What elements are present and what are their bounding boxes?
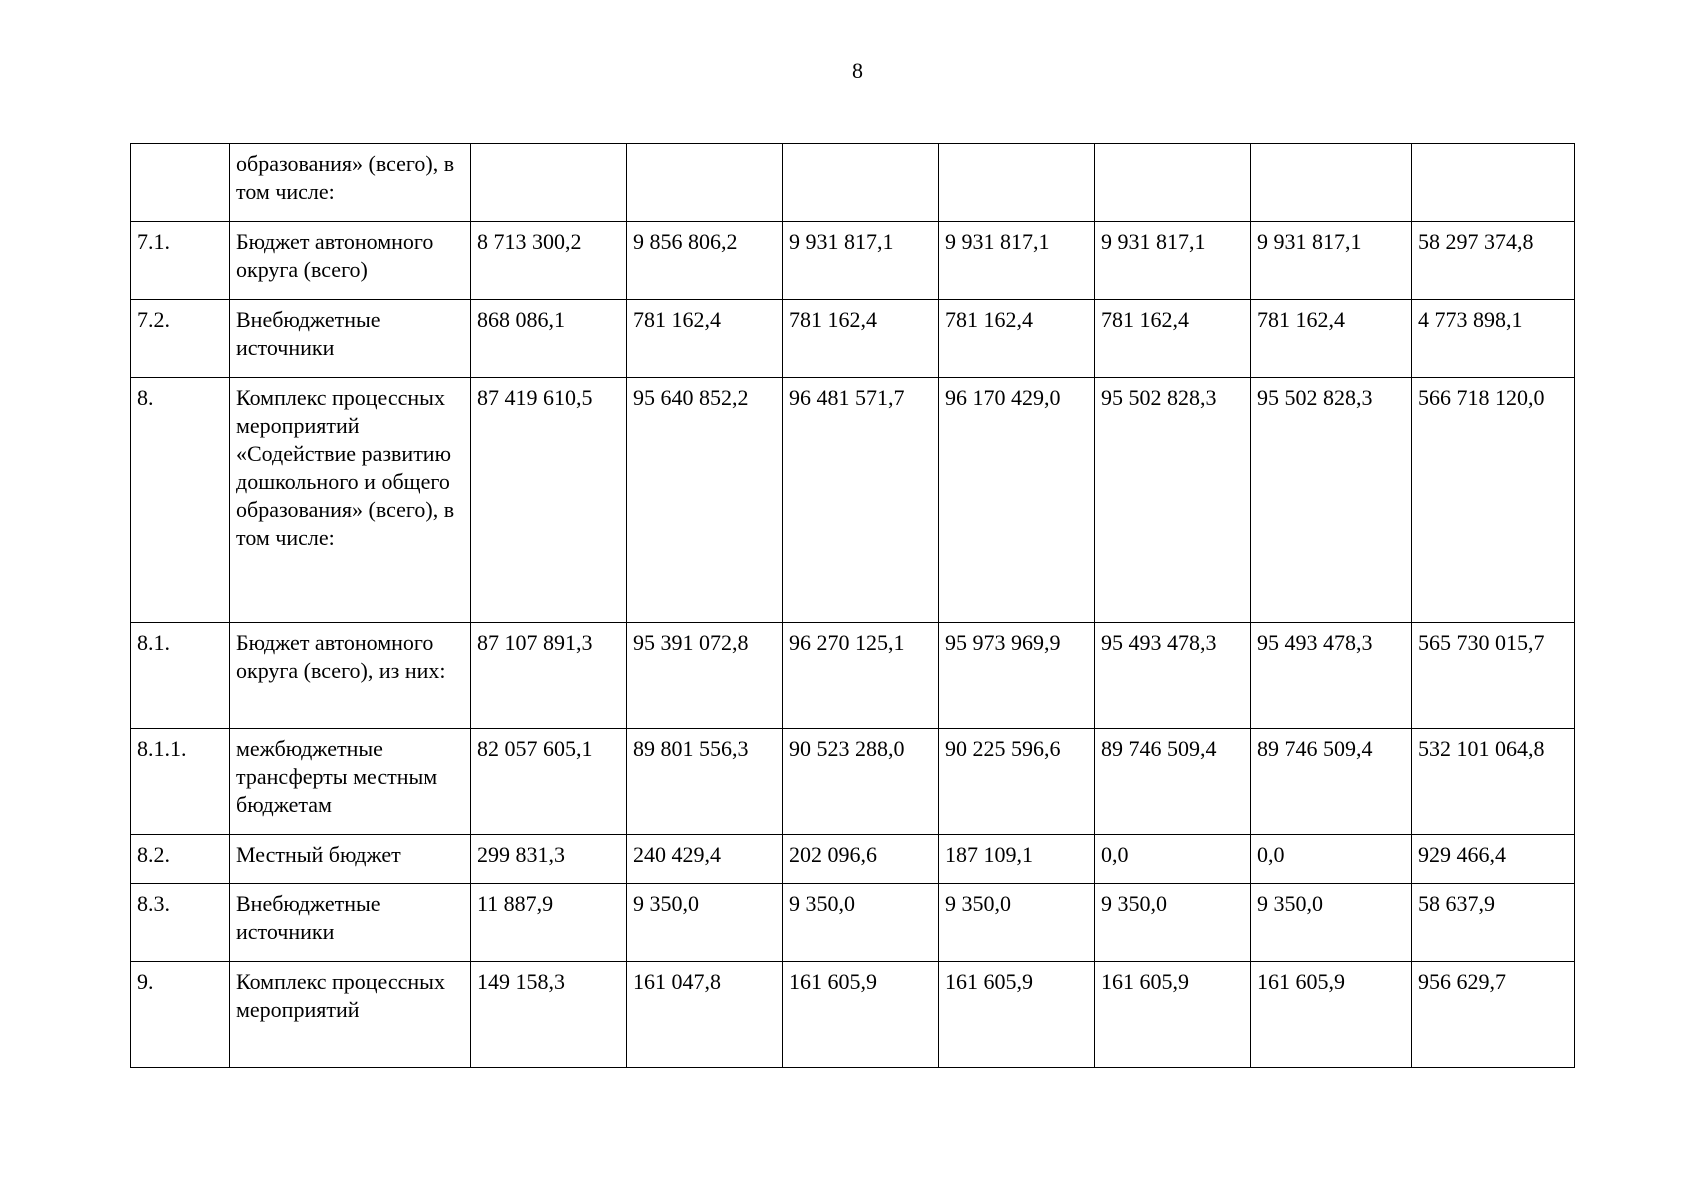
table-row xyxy=(131,378,1575,623)
value-cell: 9 931 817,1 xyxy=(1095,222,1251,300)
budget-table xyxy=(130,143,1575,1068)
value-cell: 11 887,9 xyxy=(471,884,627,962)
row-number-cell: 7.1. xyxy=(131,222,230,300)
value-cell: 9 856 806,2 xyxy=(627,222,783,300)
value-cell: 87 419 610,5 xyxy=(471,378,627,623)
table-row xyxy=(131,144,1575,222)
row-name-cell: образования» (всего), в том числе: xyxy=(230,144,471,222)
row-name-cell: Внебюджетные источники xyxy=(230,300,471,378)
value-cell: 9 350,0 xyxy=(939,884,1095,962)
table-row xyxy=(131,300,1575,378)
table-row xyxy=(131,962,1575,1068)
value-cell xyxy=(471,144,627,222)
table-body xyxy=(131,144,1575,1068)
value-cell: 95 493 478,3 xyxy=(1095,623,1251,729)
row-number-cell: 7.2. xyxy=(131,300,230,378)
value-cell: 240 429,4 xyxy=(627,835,783,884)
value-cell: 9 931 817,1 xyxy=(939,222,1095,300)
value-cell: 161 605,9 xyxy=(1251,962,1412,1068)
value-cell: 89 746 509,4 xyxy=(1095,729,1251,835)
value-cell: 929 466,4 xyxy=(1412,835,1575,884)
value-cell: 9 350,0 xyxy=(1251,884,1412,962)
value-cell: 95 391 072,8 xyxy=(627,623,783,729)
value-cell: 95 502 828,3 xyxy=(1095,378,1251,623)
value-cell: 95 502 828,3 xyxy=(1251,378,1412,623)
value-cell: 95 493 478,3 xyxy=(1251,623,1412,729)
table-row xyxy=(131,884,1575,962)
row-number-cell: 9. xyxy=(131,962,230,1068)
value-cell: 781 162,4 xyxy=(1095,300,1251,378)
row-name-cell: Бюджет автономного округа (всего), из них: xyxy=(230,623,471,729)
value-cell: 781 162,4 xyxy=(939,300,1095,378)
value-cell xyxy=(939,144,1095,222)
value-cell: 96 481 571,7 xyxy=(783,378,939,623)
value-cell: 532 101 064,8 xyxy=(1412,729,1575,835)
value-cell: 187 109,1 xyxy=(939,835,1095,884)
value-cell: 161 605,9 xyxy=(1095,962,1251,1068)
value-cell xyxy=(1412,144,1575,222)
value-cell: 96 170 429,0 xyxy=(939,378,1095,623)
value-cell xyxy=(783,144,939,222)
row-name-cell: Внебюджетные источники xyxy=(230,884,471,962)
value-cell: 161 605,9 xyxy=(939,962,1095,1068)
value-cell: 956 629,7 xyxy=(1412,962,1575,1068)
value-cell xyxy=(627,144,783,222)
row-name-cell: Бюджет автономного округа (всего) xyxy=(230,222,471,300)
value-cell: 90 523 288,0 xyxy=(783,729,939,835)
table-row xyxy=(131,835,1575,884)
table-row xyxy=(131,222,1575,300)
row-number-cell: 8.2. xyxy=(131,835,230,884)
value-cell: 202 096,6 xyxy=(783,835,939,884)
value-cell: 95 640 852,2 xyxy=(627,378,783,623)
page-number: 8 xyxy=(852,58,863,83)
row-number-cell: 8. xyxy=(131,378,230,623)
row-name-cell: межбюджетные трансферты местным бюджетам xyxy=(230,729,471,835)
value-cell: 9 350,0 xyxy=(1095,884,1251,962)
row-name-cell: Комплекс процессных мероприятий xyxy=(230,962,471,1068)
value-cell: 0,0 xyxy=(1095,835,1251,884)
value-cell: 89 801 556,3 xyxy=(627,729,783,835)
value-cell xyxy=(1251,144,1412,222)
value-cell: 4 773 898,1 xyxy=(1412,300,1575,378)
value-cell xyxy=(1095,144,1251,222)
value-cell: 87 107 891,3 xyxy=(471,623,627,729)
value-cell: 9 350,0 xyxy=(627,884,783,962)
value-cell: 781 162,4 xyxy=(1251,300,1412,378)
value-cell: 781 162,4 xyxy=(783,300,939,378)
value-cell: 82 057 605,1 xyxy=(471,729,627,835)
table-row xyxy=(131,729,1575,835)
table-row xyxy=(131,623,1575,729)
value-cell: 565 730 015,7 xyxy=(1412,623,1575,729)
value-cell: 149 158,3 xyxy=(471,962,627,1068)
row-number-cell xyxy=(131,144,230,222)
value-cell: 0,0 xyxy=(1251,835,1412,884)
value-cell: 9 931 817,1 xyxy=(1251,222,1412,300)
value-cell: 96 270 125,1 xyxy=(783,623,939,729)
row-number-cell: 8.3. xyxy=(131,884,230,962)
row-name-cell: Местный бюджет xyxy=(230,835,471,884)
value-cell: 58 297 374,8 xyxy=(1412,222,1575,300)
value-cell: 58 637,9 xyxy=(1412,884,1575,962)
value-cell: 9 931 817,1 xyxy=(783,222,939,300)
value-cell: 161 047,8 xyxy=(627,962,783,1068)
value-cell: 566 718 120,0 xyxy=(1412,378,1575,623)
value-cell: 299 831,3 xyxy=(471,835,627,884)
value-cell: 868 086,1 xyxy=(471,300,627,378)
row-number-cell: 8.1. xyxy=(131,623,230,729)
value-cell: 161 605,9 xyxy=(783,962,939,1068)
value-cell: 95 973 969,9 xyxy=(939,623,1095,729)
value-cell: 9 350,0 xyxy=(783,884,939,962)
row-number-cell: 8.1.1. xyxy=(131,729,230,835)
row-name-cell: Комплекс процессных мероприятий «Содействие развитию дошкольного и общего образования» (всего), в том числе: xyxy=(230,378,471,623)
value-cell: 8 713 300,2 xyxy=(471,222,627,300)
value-cell: 90 225 596,6 xyxy=(939,729,1095,835)
value-cell: 89 746 509,4 xyxy=(1251,729,1412,835)
value-cell: 781 162,4 xyxy=(627,300,783,378)
